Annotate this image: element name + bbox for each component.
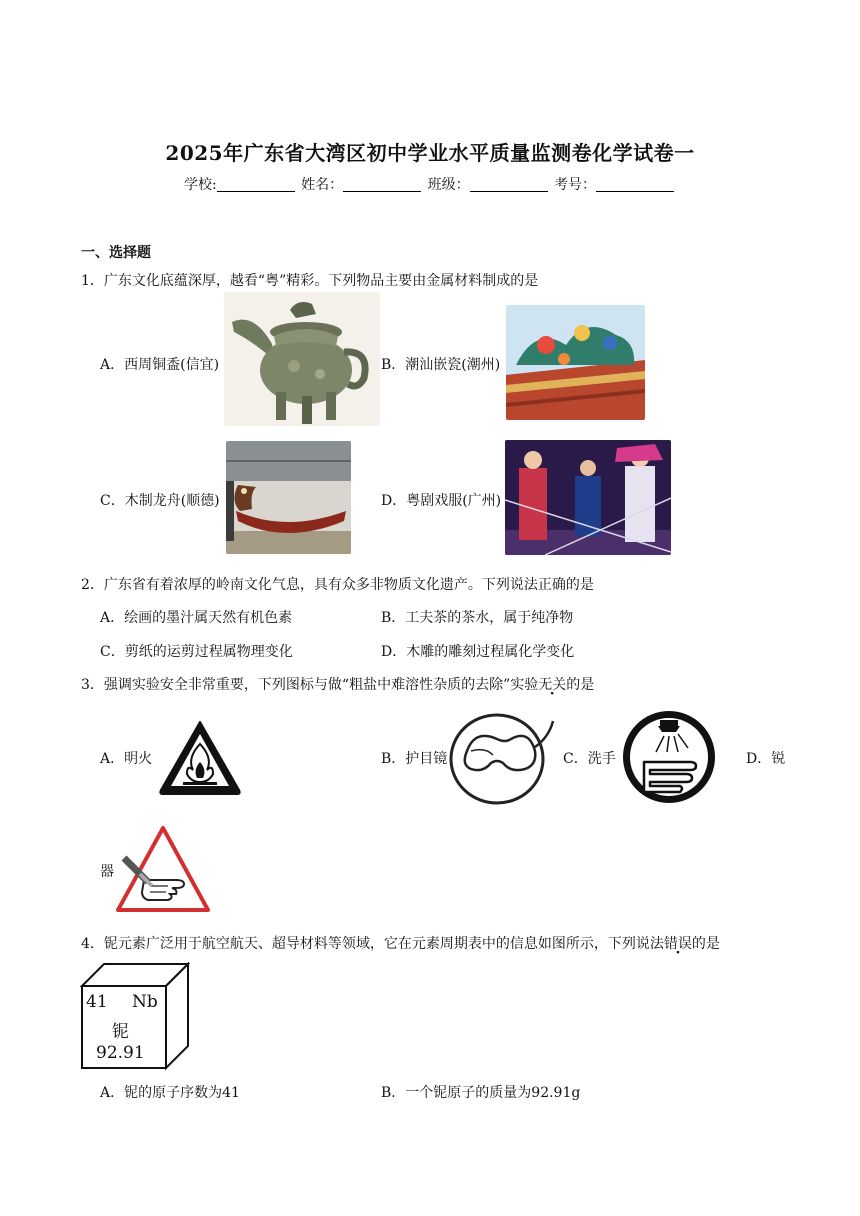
q2-option-d: D．木雕的雕刻过程属化学变化 [381,644,575,660]
name-blank[interactable] [343,178,421,192]
q3-option-a: A．明火 [100,751,153,767]
q1-option-a: A．西周铜盉(信宜) [100,357,220,373]
exam-no-blank[interactable] [596,178,674,192]
q1-stem: 1．广东文化底蕴深厚，越看“粤”精彩。下列物品主要由金属材料制成的是 [81,273,539,289]
q3-option-d: D．锐 [746,751,786,767]
section-heading: 一、选择题 [81,245,151,261]
bronze-kettle-image [224,292,380,426]
element-atomic-number: 41 [86,992,108,1012]
element-atomic-mass: 92.91 [96,1043,145,1063]
class-label: 班级： [427,177,470,193]
q3-option-b: B．护目镜 [381,751,448,767]
inlaid-porcelain-image [506,305,645,420]
q3-stem-after: 的是 [566,677,595,693]
class-blank[interactable] [470,178,548,192]
q1-option-d: D．粤剧戏服(广州) [381,493,502,509]
school-label: 学校: [183,177,217,193]
q3-option-c: C．洗手 [563,751,616,767]
sharp-object-icon [114,824,212,914]
q4-stem [81,933,720,953]
opera-costume-image [505,440,671,555]
name-label: 姓名： [301,177,344,193]
goggles-icon [445,707,561,805]
q3-stem-before: 3．强调实验安全非常重要，下列图标与做“粗盐中难溶性杂质的去除”实验 [81,677,539,693]
element-name: 铌 [112,1022,129,1042]
q4-option-b: B．一个铌原子的质量为92.91g [381,1085,581,1101]
q2-option-a: A．绘画的墨汁属天然有机色素 [100,610,293,626]
q4-option-a: A．铌的原子序数为41 [100,1085,240,1101]
student-info-line [0,174,860,194]
niobium-element-box [80,962,192,1072]
wash-hands-icon [620,708,718,806]
exam-no-label: 考号： [554,177,597,193]
q1-option-c: C．木制龙舟(顺德) [100,493,220,509]
q4-stem-emphasis: 错误 [663,936,692,952]
q3-option-d-continued: 器 [100,864,114,880]
q3-stem [81,674,594,694]
q4-stem-after: 的是 [691,936,720,952]
q3-stem-emphasis: 无关 [538,677,567,693]
open-flame-icon [157,718,243,796]
school-blank[interactable] [217,178,295,192]
page-title: 2025年广东省大湾区初中学业水平质量监测卷化学试卷一 [165,141,695,165]
element-symbol: Nb [132,992,158,1012]
q4-stem-before: 4．铌元素广泛用于航空航天、超导材料等领域，它在元素周期表中的信息如图所示，下列说法 [81,936,664,952]
q1-option-b: B．潮汕嵌瓷(潮州) [381,357,501,373]
q2-option-c: C．剪纸的运剪过程属物理变化 [100,644,293,660]
q2-option-b: B．工夫茶的茶水，属于纯净物 [381,610,574,626]
dragon-boat-image [226,441,351,554]
q2-stem: 2．广东省有着浓厚的岭南文化气息，具有众多非物质文化遗产。下列说法正确的是 [81,577,594,593]
